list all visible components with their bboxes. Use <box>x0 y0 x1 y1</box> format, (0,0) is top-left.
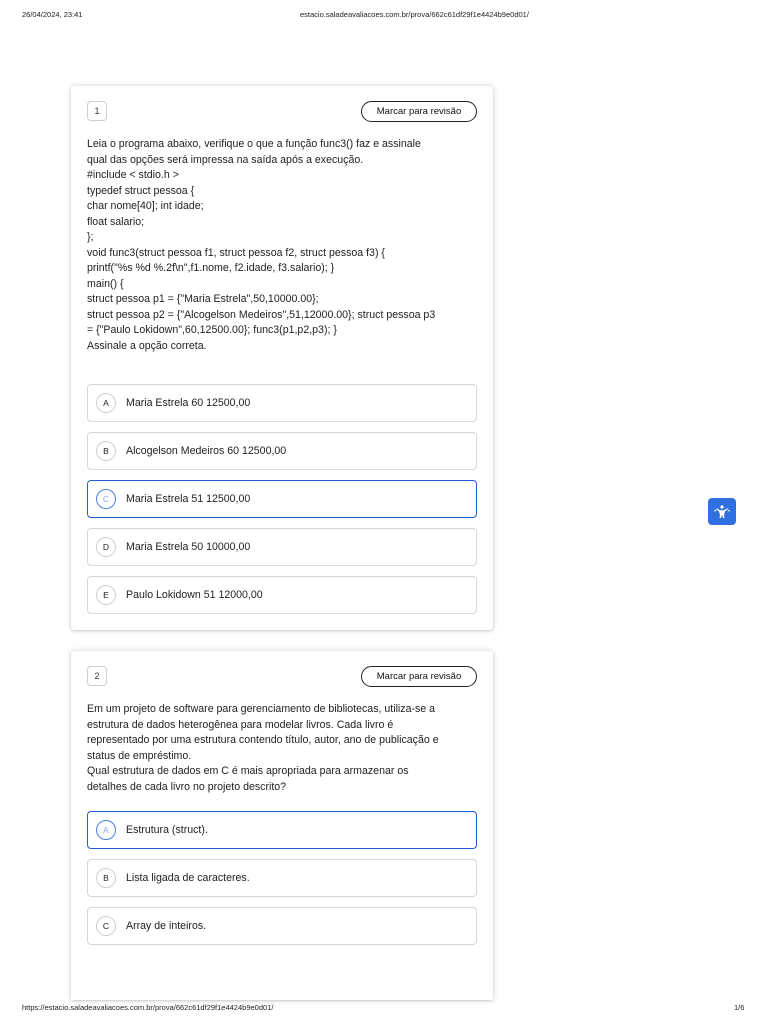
accessibility-button[interactable] <box>708 498 736 525</box>
answer-option-c[interactable] <box>87 907 477 945</box>
option-text: Array de inteiros. <box>126 920 207 932</box>
question-card-1 <box>71 86 493 630</box>
option-text: Estrutura (struct). <box>126 824 208 836</box>
option-letter: C <box>96 489 116 509</box>
question-card-2 <box>71 651 493 1000</box>
answer-option-b[interactable] <box>87 859 477 897</box>
option-letter: A <box>96 393 116 413</box>
question-number: 2 <box>87 666 107 686</box>
answer-option-e[interactable] <box>87 576 477 614</box>
print-header-url: estacio.saladeavaliacoes.com.br/prova/662c61df29f1e4424b9e0d01/ <box>300 10 529 19</box>
option-letter: E <box>96 585 116 605</box>
print-datetime: 26/04/2024, 23:41 <box>22 10 83 19</box>
answer-option-a[interactable] <box>87 384 477 422</box>
answer-option-b[interactable] <box>87 432 477 470</box>
option-letter: B <box>96 868 116 888</box>
option-text: Maria Estrela 50 10000,00 <box>126 541 251 553</box>
mark-for-review-button[interactable]: Marcar para revisão <box>361 101 477 122</box>
option-letter: C <box>96 916 116 936</box>
print-footer-url: https://estacio.saladeavaliacoes.com.br/prova/662c61df29f1e4424b9e0d01/ <box>22 1003 274 1012</box>
option-text: Maria Estrela 60 12500,00 <box>126 397 251 409</box>
question-number: 1 <box>87 101 107 121</box>
print-page-number: 1/6 <box>734 1003 745 1012</box>
answer-option-d[interactable] <box>87 528 477 566</box>
option-letter: A <box>96 820 116 840</box>
option-text: Lista ligada de caracteres. <box>126 872 250 884</box>
answer-option-a[interactable] <box>87 811 477 849</box>
question-text: Leia o programa abaixo, verifique o que a função func3() faz e assinale qual das opções será impressa na saída após a execução. #include < stdio.h > typedef struct pessoa { char nome[40]; int idade; float salario; }; void func3(struct pessoa f1, struct pessoa f2, struct pessoa f3) { printf("%s %d %.2f\n",f1.nome, f2.idade, f3.salario); } main() { struct pessoa p1 = {"Maria Estrela",50,10000.00}; struct pessoa p2 = {"Alcogelson Medeiros",51,12000.00}; struct pessoa p3 = {"Paulo Lokidown",60,12500.00}; func3(p1,p2,p3); } Assinale a opção correta. <box>87 138 436 352</box>
accessibility-hands-icon <box>713 504 731 520</box>
mark-for-review-button[interactable]: Marcar para revisão <box>361 666 477 687</box>
answer-option-c[interactable] <box>87 480 477 518</box>
option-text: Maria Estrela 51 12500,00 <box>126 493 251 505</box>
option-text: Alcogelson Medeiros 60 12500,00 <box>126 445 287 457</box>
option-text: Paulo Lokidown 51 12000,00 <box>126 589 263 601</box>
option-letter: B <box>96 441 116 461</box>
question-text: Em um projeto de software para gerenciamento de bibliotecas, utiliza-se a estrutura de dados heterogênea para modelar livros. Cada livro é representado por uma estrutura contendo título, autor, ano de publicação e status de empréstimo. Qual estrutura de dados em C é mais apropriada para armazenar os detalhes de cada livro no projeto descrito? <box>87 703 439 793</box>
option-letter: D <box>96 537 116 557</box>
